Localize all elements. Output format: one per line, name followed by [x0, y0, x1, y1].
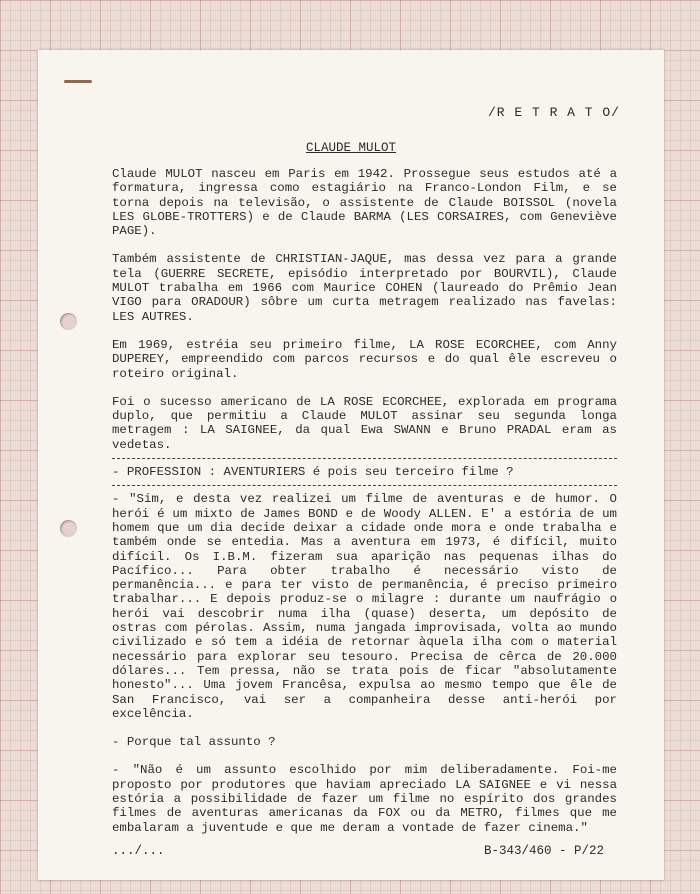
document-page [38, 50, 664, 880]
document-reference: B-343/460 - P/22 [483, 844, 604, 858]
question-2: - Porque tal assunto ? [112, 735, 276, 750]
paragraph-2: Também assistente de CHRISTIAN-JAQUE, mas dessa vez para a grande tela (GUERRE SECRETE, episódio interpretado por BOURVIL), Claude MULOT trabalha em 1966 com Maurice COHEN (laureado do Prêmio Jean VIGO para ORADOUR) sôbre um curta metragem realizado nas favelas: LES AUTRES. [112, 252, 617, 324]
continuation-mark: .../... [112, 844, 165, 858]
staple-mark [64, 80, 92, 83]
answer-1: - "Sim, e desta vez realizei um filme de aventuras e de humor. O herói é um mixto de James BOND e de Woody ALLEN. E' a estória de um homem que um dia decide deixar a cidade onde mora e onde trabalha e também onde se entedia. Mas a aventura em 1973, é difícil, muito difícil. Os I.B.M. fizeram sua aparição nas pequenas ilhas do Pacífico... Para obter trabalho é necessário visto de permanência... e para ter visto de permanência, é preciso primeiro trabalhar... E depois produz-se o milagre : durante um naufrágio o herói vai descobrir numa ilha (quase) deserta, um depósito de ostras com pérolas. Assim, numa jangada improvisada, volta ao mundo civilizado e só tem a idéia de retornar àquela ilha com o material necessário para explorar seu tesouro. Precisa de cêrca de 20.000 dólares... Tem pressa, não se trata pois de ficar "absolutamente honesto"... Uma jovem Francêsa, expulsa ao mesmo tempo que êle de San Francisco, vai ser a companheira desse anti-herói por excelência. [112, 492, 617, 721]
paragraph-1: Claude MULOT nasceu em Paris em 1942. Prossegue seus estudos até a formatura, ingressa como estagiário na Franco-London Film, e se torna depois na televisão, o assistente de Claude BOISSOL (novela LES GLOBE-TROTTERS) e de Claude BARMA (LES CORSAIRES, com Geneviève PAGE). [112, 167, 617, 239]
page-title: CLAUDE MULOT [305, 141, 396, 155]
document-body [112, 167, 617, 849]
answer-2: - "Não é um assunto escolhido por mim deliberadamente. Foi-me proposto por produtores que haviam apreciado LA SAIGNEE e vi nessa estória a possibilidade de fazer um filme no espírito dos grandes filmes de aventuras americanas da FOX ou da METRO, filmes que me embalaram a juventude e que me deram a vontade de fazer cinema." [112, 763, 617, 835]
paragraph-4: Foi o sucesso americano de LA ROSE ECORCHEE, explorada em programa duplo, que permitiu a Claude MULOT assinar seu segunda longa metragem : LA SAIGNEE, da qual Ewa SWANN e Bruno PRADAL eram as vedetas. [112, 394, 617, 452]
section-label: /R E T R A T O/ [487, 105, 620, 120]
punch-hole-upper [60, 313, 77, 330]
question-1: - PROFESSION : AVENTURIERS é pois seu terceiro filme ? [112, 465, 514, 480]
paragraph-3: Em 1969, estréia seu primeiro filme, LA ROSE ECORCHEE, com Anny DUPEREY, empreendido com parcos recursos e do qual êle escreveu o roteiro original. [112, 337, 617, 381]
dashed-divider-top [112, 458, 617, 459]
dashed-divider-bottom [112, 485, 617, 486]
punch-hole-lower [60, 520, 77, 537]
